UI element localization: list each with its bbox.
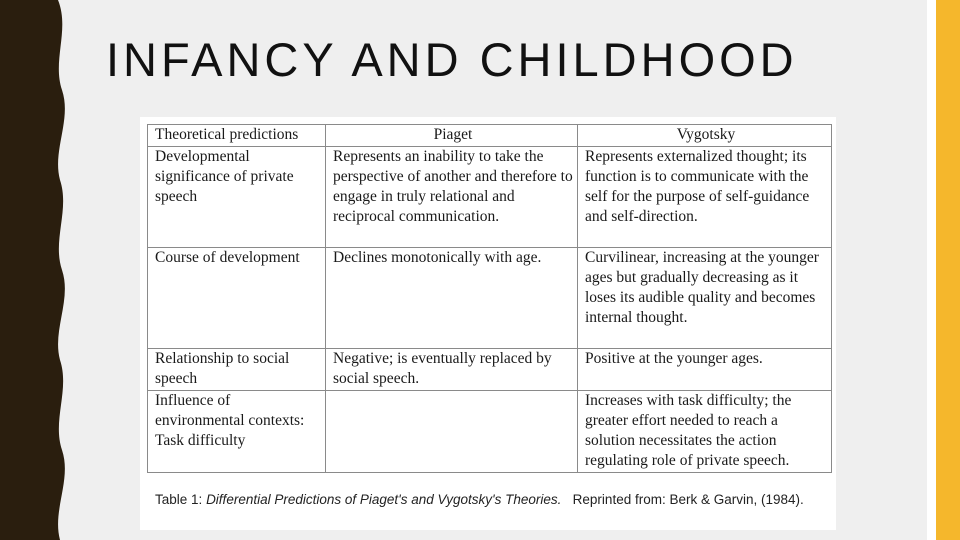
caption-label: Table 1: (155, 492, 203, 507)
table-row (148, 147, 832, 248)
piaget-cell: Declines monotonically with age. (326, 248, 578, 349)
prediction-cell: Relationship to social speech (148, 349, 326, 391)
right-accent-bar (936, 0, 960, 540)
table-row (148, 391, 832, 473)
prediction-cell: Developmental significance of private speech (148, 147, 326, 248)
vygotsky-cell: Positive at the younger ages. (578, 349, 832, 391)
prediction-cell: Course of development (148, 248, 326, 349)
vygotsky-cell: Increases with task difficulty; the greater effort needed to reach a solution necessitates the action regulating role of private speech. (578, 391, 832, 473)
left-wavy-border (0, 0, 75, 540)
header-theoretical-predictions: Theoretical predictions (148, 125, 326, 147)
header-piaget: Piaget (326, 125, 578, 147)
table-row (148, 349, 832, 391)
caption-source: Reprinted from: Berk & Garvin, (1984). (572, 492, 804, 507)
table-row (148, 248, 832, 349)
vygotsky-cell: Represents externalized thought; its function is to communicate with the self for the purpose of self-guidance and self-direction. (578, 147, 832, 248)
predictions-table (147, 124, 832, 473)
caption-title: Differential Predictions of Piaget's and Vygotsky's Theories. (206, 492, 562, 507)
prediction-cell: Influence of environmental contexts: Task difficulty (148, 391, 326, 473)
table-header-row (148, 125, 832, 147)
piaget-cell (326, 391, 578, 473)
table-figure (140, 117, 836, 530)
table-caption (155, 490, 830, 509)
header-vygotsky: Vygotsky (578, 125, 832, 147)
vygotsky-cell: Curvilinear, increasing at the younger ages but gradually decreasing as it loses its audible quality and becomes internal thought. (578, 248, 832, 349)
piaget-cell: Negative; is eventually replaced by social speech. (326, 349, 578, 391)
slide-title: INFANCY AND CHILDHOOD (106, 33, 798, 86)
piaget-cell: Represents an inability to take the perspective of another and therefore to engage in truly relational and reciprocal communication. (326, 147, 578, 248)
